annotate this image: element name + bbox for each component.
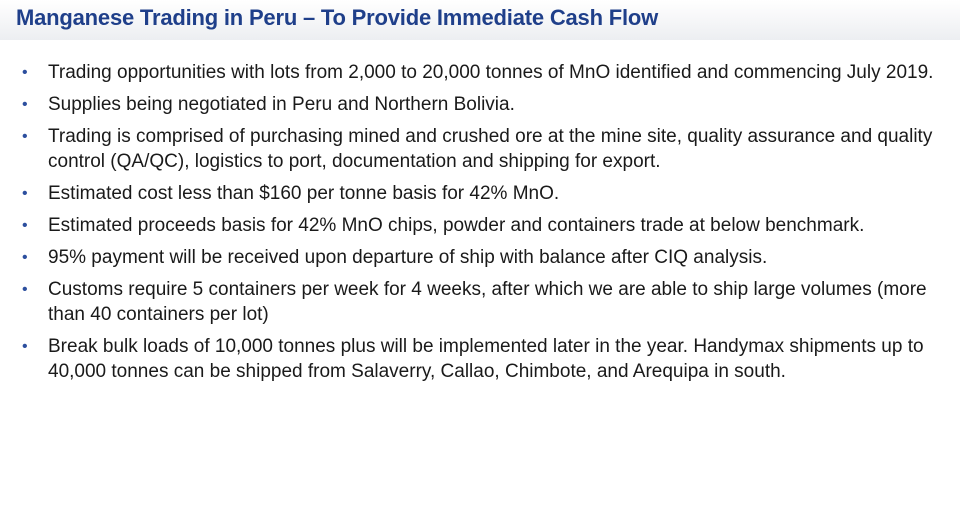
bullet-text: Estimated cost less than $160 per tonne basis for 42% MnO. [48,183,560,204]
bullet-dot-icon: • [22,128,28,145]
bullet-text: Customs require 5 containers per week for 4 weeks, after which we are able to ship large volumes (more than 40 containers per lot) [48,279,927,325]
bullet-text: 95% payment will be received upon departure of ship with balance after CIQ analysis. [48,247,768,268]
bullet-item [18,124,948,174]
bullet-text: Trading opportunities with lots from 2,000 to 20,000 tonnes of MnO identified and commencing July 2019. [48,62,934,83]
bullet-item [18,60,948,85]
bullet-text: Estimated proceeds basis for 42% MnO chips, powder and containers trade at below benchmark. [48,215,865,236]
bullet-dot-icon: • [22,185,28,202]
bullet-item [18,92,948,117]
bullet-item [18,245,948,270]
bullet-text: Supplies being negotiated in Peru and Northern Bolivia. [48,94,515,115]
bullet-dot-icon: • [22,217,28,234]
bullet-list [18,60,948,391]
bullet-dot-icon: • [22,64,28,81]
bullet-item [18,277,948,327]
bullet-text: Break bulk loads of 10,000 tonnes plus will be implemented later in the year. Handymax shipments up to 40,000 tonnes can be shipped from Salaverry, Callao, Chimbote, and Arequipa in south. [48,336,924,382]
bullet-item [18,334,948,384]
bullet-dot-icon: • [22,338,28,355]
bullet-item [18,213,948,238]
bullet-item [18,181,948,206]
bullet-dot-icon: • [22,281,28,298]
bullet-dot-icon: • [22,96,28,113]
bullet-text: Trading is comprised of purchasing mined and crushed ore at the mine site, quality assurance and quality control (QA/QC), logistics to port, documentation and shipping for export. [48,126,933,172]
bullet-dot-icon: • [22,249,28,266]
slide-title: Manganese Trading in Peru – To Provide Immediate Cash Flow [16,5,659,30]
title-band [0,0,960,40]
